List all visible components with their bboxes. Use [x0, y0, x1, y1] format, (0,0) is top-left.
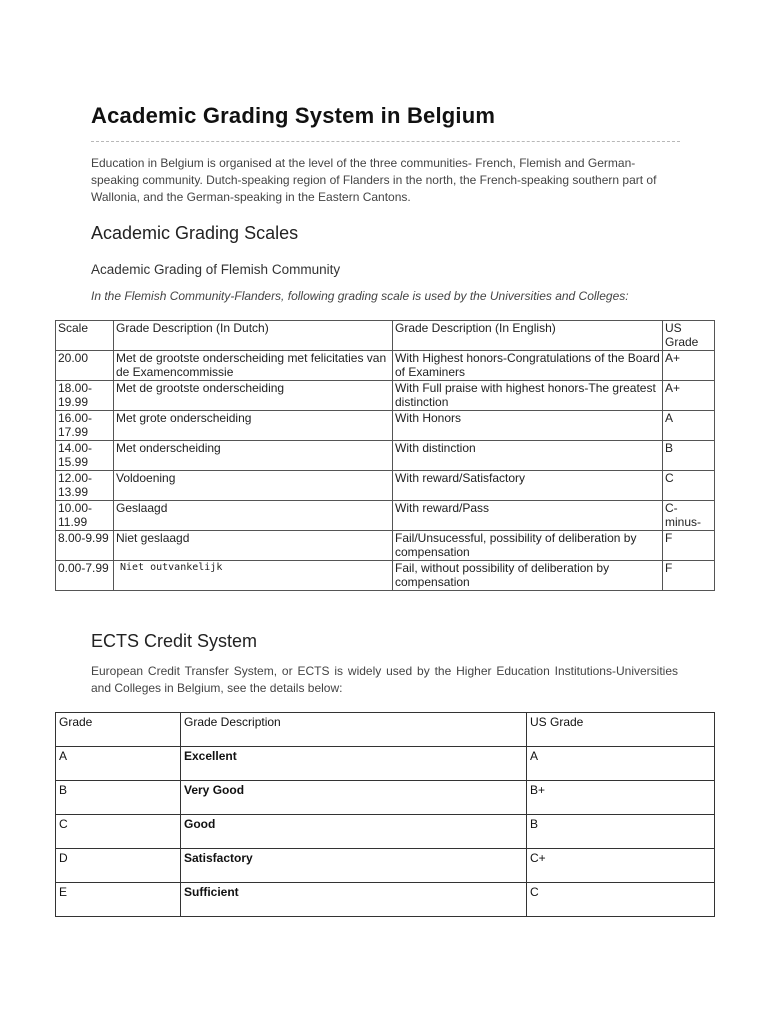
cell-scale: 10.00-11.99: [56, 501, 114, 531]
cell-scale: 14.00-15.99: [56, 441, 114, 471]
cell-dutch: Met grote onderscheiding: [114, 411, 393, 441]
table-row: [56, 381, 715, 411]
cell-us-grade: A: [663, 411, 715, 441]
table-row: [56, 351, 715, 381]
table-row: [56, 501, 715, 531]
cell-us-grade: A+: [663, 381, 715, 411]
cell-us-grade: A: [527, 747, 715, 781]
cell-scale: 20.00: [56, 351, 114, 381]
cell-scale: 0.00-7.99: [56, 561, 114, 591]
table-row: [56, 747, 715, 781]
cell-grade-description: Satisfactory: [181, 849, 527, 883]
header-grade-description: Grade Description: [181, 713, 527, 747]
cell-dutch: Niet geslaagd: [114, 531, 393, 561]
cell-dutch: Met de grootste onderscheiding: [114, 381, 393, 411]
cell-scale: 8.00-9.99: [56, 531, 114, 561]
ects-intro-paragraph: European Credit Transfer System, or ECTS is widely used by the Higher Education Institutions-Universities and Colleges in Belgium, see the details below:: [91, 664, 678, 695]
cell-english: With Highest honors-Congratulations of the Board of Examiners: [393, 351, 663, 381]
header-dutch: Grade Description (In Dutch): [114, 321, 393, 351]
cell-grade: E: [56, 883, 181, 917]
cell-grade: A: [56, 747, 181, 781]
table-row: [56, 411, 715, 441]
cell-grade-description: Good: [181, 815, 527, 849]
title-divider: [91, 141, 680, 142]
cell-grade-description: Very Good: [181, 781, 527, 815]
cell-us-grade: B+: [527, 781, 715, 815]
grading-scales-heading: Academic Grading Scales: [91, 223, 299, 243]
cell-dutch: Met de grootste onderscheiding met felicitaties van de Examencommissie: [114, 351, 393, 381]
cell-dutch: Niet outvankelijk: [114, 561, 393, 591]
header-english: Grade Description (In English): [393, 321, 663, 351]
header-grade: Grade: [56, 713, 181, 747]
page-title: Academic Grading System in Belgium: [91, 103, 496, 128]
table-header-row: [56, 713, 715, 747]
cell-english: Fail, without possibility of deliberation by compensation: [393, 561, 663, 591]
cell-english: With distinction: [393, 441, 663, 471]
cell-english: With Honors: [393, 411, 663, 441]
cell-english: Fail/Unsucessful, possibility of deliberation by compensation: [393, 531, 663, 561]
cell-english: With reward/Pass: [393, 501, 663, 531]
cell-grade: C: [56, 815, 181, 849]
cell-us-grade: B: [663, 441, 715, 471]
ects-grading-table: [55, 712, 715, 917]
flemish-heading: Academic Grading of Flemish Community: [91, 262, 341, 277]
intro-paragraph: Education in Belgium is organised at the level of the three communities- French, Flemish and German-speaking community. Dutch-speaking region of Flanders in the north, the French-speaking southern part of Wallonia, and the German-speaking in the Eastern Cantons.: [91, 156, 657, 204]
header-us-grade: US Grade: [663, 321, 715, 351]
flemish-caption: In the Flemish Community-Flanders, following grading scale is used by the Universities and Colleges:: [91, 289, 629, 303]
flemish-grading-table: [55, 320, 715, 591]
table-row: [56, 441, 715, 471]
table-row: [56, 531, 715, 561]
table-row: [56, 849, 715, 883]
cell-grade-description: Sufficient: [181, 883, 527, 917]
cell-grade-description: Excellent: [181, 747, 527, 781]
cell-us-grade: C+: [527, 849, 715, 883]
cell-english: With reward/Satisfactory: [393, 471, 663, 501]
cell-us-grade: C: [663, 471, 715, 501]
table-row: [56, 883, 715, 917]
cell-us-grade: F: [663, 531, 715, 561]
cell-english: With Full praise with highest honors-The greatest distinction: [393, 381, 663, 411]
cell-us-grade: C: [527, 883, 715, 917]
cell-scale: 12.00-13.99: [56, 471, 114, 501]
cell-grade: B: [56, 781, 181, 815]
table-row: [56, 561, 715, 591]
table-row: [56, 471, 715, 501]
cell-grade: D: [56, 849, 181, 883]
header-scale: Scale: [56, 321, 114, 351]
table-header-row: [56, 321, 715, 351]
cell-us-grade: F: [663, 561, 715, 591]
header-us-grade: US Grade: [527, 713, 715, 747]
ects-heading: ECTS Credit System: [91, 631, 258, 651]
cell-dutch: Geslaagd: [114, 501, 393, 531]
cell-dutch: Voldoening: [114, 471, 393, 501]
table-row: [56, 815, 715, 849]
table-row: [56, 781, 715, 815]
cell-scale: 18.00-19.99: [56, 381, 114, 411]
cell-dutch: Met onderscheiding: [114, 441, 393, 471]
cell-scale: 16.00-17.99: [56, 411, 114, 441]
cell-us-grade: B: [527, 815, 715, 849]
cell-us-grade: A+: [663, 351, 715, 381]
cell-us-grade: C-minus-: [663, 501, 715, 531]
